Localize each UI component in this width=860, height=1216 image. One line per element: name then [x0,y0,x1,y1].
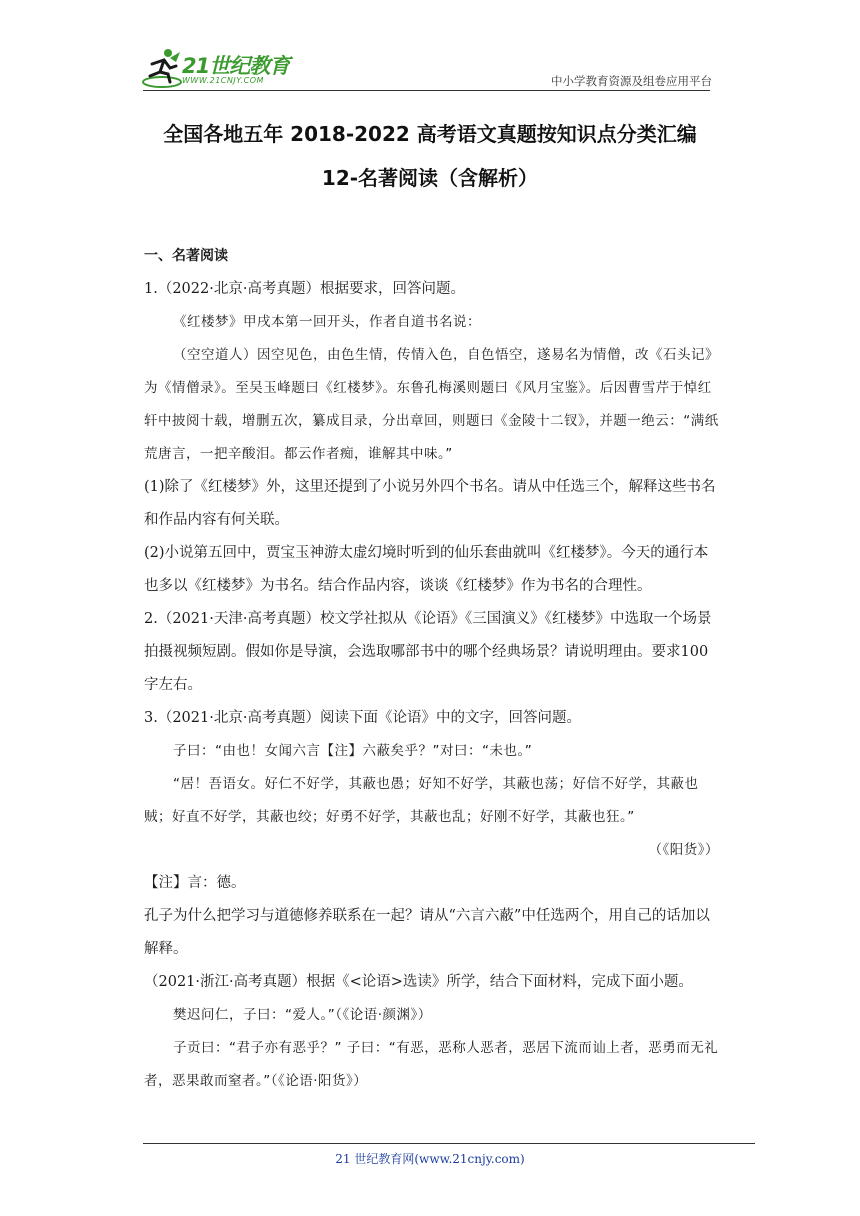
footer-link[interactable]: 21 世纪教育网(www.21cnjy.com) [335,1152,525,1166]
question-3-question: 孔子为什么把学习与道德修养联系在一起？请从“六言六蔽”中任选两个，用自己的话加以解释。 [144,908,710,957]
question-3-stem: 3.（2021·北京·高考真题）阅读下面《论语》中的文字，回答问题。 [144,710,581,726]
question-1-sub1: (1)除了《红楼梦》外，这里还提到了小说另外四个书名。请从中任选三个，解释这些书名和作品内容有何关联。 [144,479,716,528]
question-4-quote2: 子贡曰：“君子亦有恶乎？” 子曰：“有恶，恶称人恶者，恶居下流而讪上者，恶勇而无礼者，恶果敢而窒者。”（《论语·阳货》） [144,1040,719,1089]
question-3-quote1: 子曰：“由也！女闻六言【注】六蔽矣乎？”对曰：“未也。” [173,743,533,759]
question-3-source: （《阳货》） [648,842,719,858]
running-figure-icon [142,46,182,88]
question-1-intro: 《红楼梦》甲戌本第一回开头，作者自道书名说： [173,314,481,330]
question-4-stem: （2021·浙江·高考真题）根据《<论语>选读》所学，结合下面材料，完成下面小题。 [144,974,693,990]
section-heading: 一、名著阅读 [144,248,228,264]
logo-text: 21世纪教育 [182,54,290,78]
question-1-sub2: (2)小说第五回中，贾宝玉神游太虚幻境时听到的仙乐套曲就叫《红楼梦》。今天的通行本也多以《红楼梦》为书名。结合作品内容，谈谈《红楼梦》作为书名的合理性。 [144,545,709,594]
question-4-quote1: 樊迟问仁，子曰：“爱人。”（《论语·颜渊》） [173,1007,432,1023]
document-title-line2: 12-名著阅读（含解析） [321,166,539,190]
question-1-quote: （空空道人）因空见色，由色生情，传情入色，自色悟空，遂易名为情僧，改《石头记》为《情僧录》。至吴玉峰题曰《红楼梦》。东鲁孔梅溪则题曰《风月宝鉴》。后因曹雪芹于悼红轩中披阅十载，增删五次，纂成目录，分出章回，则题曰《金陵十二钗》，并题一绝云：“满纸荒唐言，一把辛酸泪。都云作者痴，谁解其中味。” [144,347,719,462]
question-2-stem: 2.（2021·天津·高考真题）校文学社拟从《论语》《三国演义》《红楼梦》中选取一个场景拍摄视频短剧。假如你是导演，会选取哪部书中的哪个经典场景？请说明理由。要求100 字左右。 [144,611,712,693]
question-3-note: 【注】言：德。 [144,875,246,891]
logo-url: WWW.21CNJY.COM [182,76,264,85]
site-logo[interactable] [142,46,317,92]
document-title-line1: 全国各地五年 2018-2022 高考语文真题按知识点分类汇编 [163,122,697,146]
question-3-quote2: “居！吾语女。好仁不好学，其蔽也愚；好知不好学，其蔽也荡；好信不好学，其蔽也贼；好直不好学，其蔽也绞；好勇不好学，其蔽也乱；好刚不好学，其蔽也狂。” [144,776,699,825]
footer-divider [143,1143,755,1144]
question-1-stem: 1.（2022·北京·高考真题）根据要求，回答问题。 [144,281,465,297]
header-divider [143,90,710,91]
document-body [144,240,719,1098]
platform-name: 中小学教育资源及组卷应用平台 [551,74,712,88]
page-header [0,0,860,100]
